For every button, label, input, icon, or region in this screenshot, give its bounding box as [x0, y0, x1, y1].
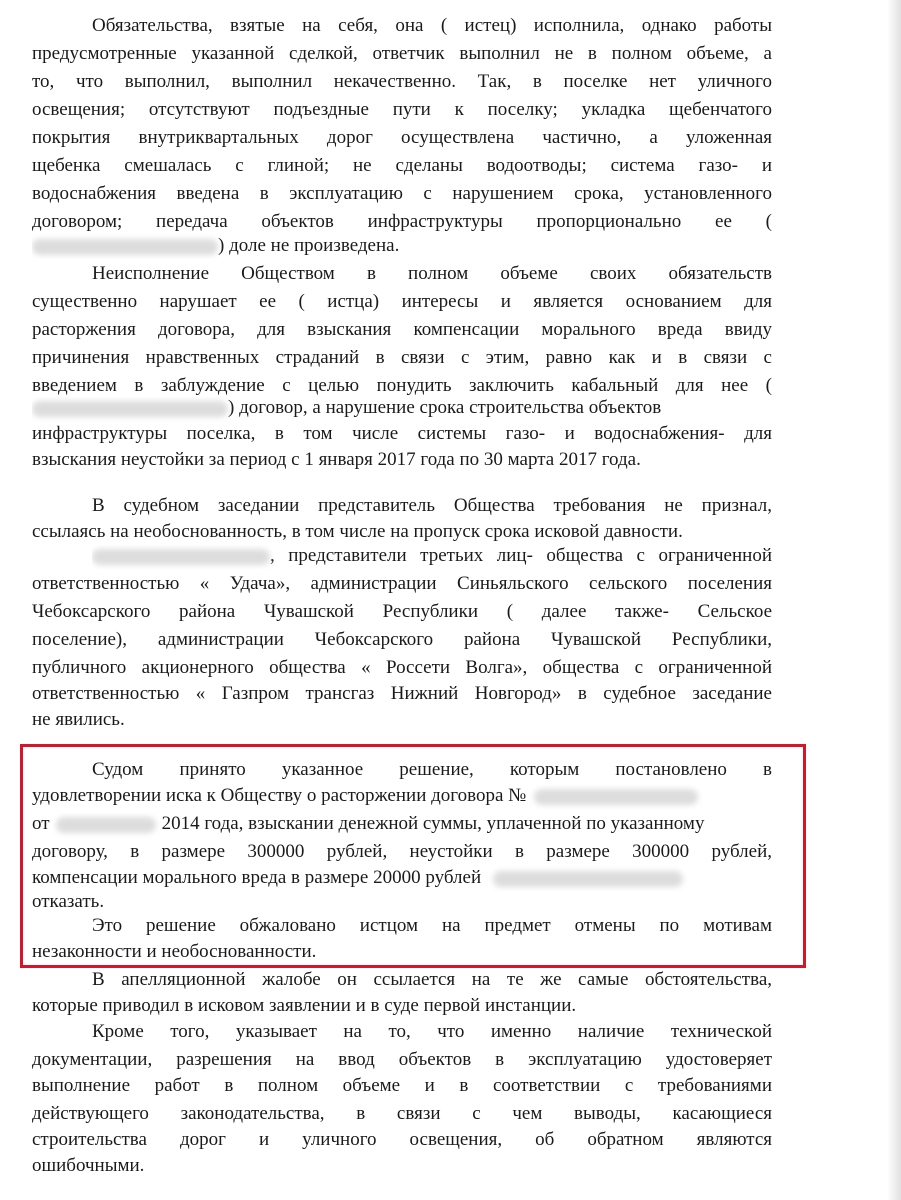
redacted-name [32, 239, 218, 255]
paragraph-5-line-1: Судом принято указанное решение, которым постановлено в [92, 759, 772, 780]
paragraph-1-line-8: договором; передача объектов инфраструктуры пропорционально ее ( [32, 211, 772, 232]
paragraph-3-line-2: ссылаясь на необоснованность, в том числе на пропуск срока исковой давности. [32, 521, 683, 542]
paragraph-7-line-1: В апелляционной жалобе он ссылается на те же самые обстоятельства, [92, 969, 772, 990]
paragraph-5-line-2-text: удовлетворении иска к Обществу о расторжении договора № [32, 785, 527, 806]
paragraph-5-line-5 [32, 866, 772, 892]
paragraph-8-line-2: документации, разрешения на ввод объектов в эксплуатацию удостоверяет [32, 1049, 772, 1070]
paragraph-2-line-1: Неисполнение Обществом в полном объеме своих обязательств [92, 263, 772, 284]
redacted-name [32, 401, 228, 417]
paragraph-1-line-1: Обязательства, взятые на себя, она ( истец) исполнила, однако работы [92, 15, 772, 36]
redacted-contract-number [534, 789, 698, 805]
paragraph-4-line-2: ответственностью « Удача», администрации Синьяльского сельского поселения [32, 573, 772, 594]
paragraph-1-line-3: то, что выполнил, выполнил некачественно. Так, в поселке нет уличного [32, 71, 772, 92]
paragraph-2-line-8: взыскания неустойки за период с 1 января 2017 года по 30 марта 2017 года. [32, 449, 641, 470]
paragraph-6-line-2: незаконности и необоснованности. [32, 941, 317, 962]
redacted-date [56, 817, 156, 833]
paragraph-1-line-6: щебенка смешалась с глиной; не сделаны водоотводы; система газо- и [32, 155, 772, 176]
paragraph-4-line-7: не явились. [32, 709, 125, 730]
paragraph-4-line-1 [92, 544, 772, 570]
paragraph-8-line-5: строительства дорог и уличного освещения, об обратном являются [32, 1129, 772, 1150]
paragraph-8-line-1: Кроме того, указывает на то, что именно наличие технической [92, 1021, 772, 1042]
paragraph-1-line-5: покрытия внутриквартальных дорог осуществлена частично, а уложенная [32, 127, 772, 148]
paragraph-2-line-7: инфраструктуры поселка, в том числе системы газо- и водоснабжения- для [32, 423, 772, 444]
paragraph-8-line-4: действующего законодательства, в связи с чем выводы, касающиеся [32, 1103, 772, 1124]
paragraph-2-line-4: причинения нравственных страданий в связи с этим, равно как и в связи с [32, 347, 772, 368]
paragraph-7-line-2: которые приводил в исковом заявлении и в суде первой инстанции. [32, 995, 577, 1016]
page-edge-shadow [887, 0, 901, 1200]
paragraph-1-line-4: освещения; отсутствуют подъездные пути к поселку; укладка щебенчатого [32, 99, 772, 120]
paragraph-1-line-2: предусмотренные указанной сделкой, ответчик выполнил не в полном объеме, а [32, 43, 772, 64]
paragraph-5-line-3-prefix: от [32, 813, 50, 834]
paragraph-1-line-7: водоснабжения введена в эксплуатацию с нарушением срока, установленного [32, 183, 772, 204]
paragraph-5-line-5-text: компенсации морального вреда в размере 20000 рублей [32, 867, 482, 888]
paragraph-4-line-6: ответственностью « Газпром трансгаз Нижний Новгород» в судебное заседание [32, 683, 772, 704]
paragraph-5-line-6: отказать. [32, 891, 105, 912]
paragraph-4-line-4: поселение), администрации Чебоксарского района Чувашской Республики, [32, 629, 772, 650]
paragraph-5-line-3-text: 2014 года, взыскании денежной суммы, уплаченной по указанному [161, 813, 705, 834]
paragraph-2-line-6-text: ) договор, а нарушение срока строительства объектов [228, 397, 662, 418]
paragraph-5-line-3 [32, 812, 772, 838]
paragraph-4-line-5: публичного акционерного общества « Россети Волга», общества с ограниченной [32, 657, 772, 678]
paragraph-5-line-4: договору, в размере 300000 рублей, неустойки в размере 300000 рублей, [32, 841, 772, 862]
redacted-name [92, 549, 270, 565]
paragraph-3-line-1: В судебном заседании представитель Общества требования не признал, [92, 495, 772, 516]
paragraph-2-line-6 [32, 396, 772, 422]
paragraph-8-line-3: выполнение работ в полном объеме и в соответствии с требованиями [32, 1075, 772, 1096]
redacted-name [493, 871, 683, 887]
paragraph-1-line-9-text: ) доле не произведена. [218, 235, 400, 256]
paragraph-8-line-6: ошибочными. [32, 1155, 145, 1176]
paragraph-5-line-2 [32, 784, 772, 810]
paragraph-4-line-1-text: , представители третьих лиц- общества с ограниченной [270, 545, 772, 566]
paragraph-2-line-3: расторжения договора, для взыскания компенсации морального вреда ввиду [32, 319, 772, 340]
paragraph-2-line-2: существенно нарушает ее ( истца) интересы и является основанием для [32, 291, 772, 312]
paragraph-4-line-3: Чебоксарского района Чувашской Республики ( далее также- Сельское [32, 601, 772, 622]
paragraph-2-line-5: введением в заблуждение с целью понудить заключить кабальный для нее ( [32, 375, 772, 396]
paragraph-1-line-9 [32, 234, 772, 260]
paragraph-6-line-1: Это решение обжаловано истцом на предмет отмены по мотивам [92, 915, 772, 936]
